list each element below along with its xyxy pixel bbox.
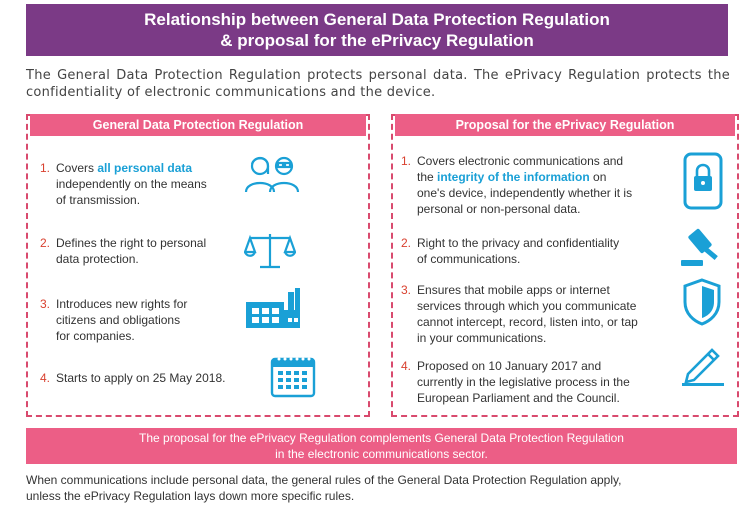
item-text: on — [589, 170, 607, 184]
closing-line-2: unless the ePrivacy Regulation lays down more specific rules. — [26, 489, 355, 503]
gdpr-item-4 — [40, 370, 280, 386]
header-title-line-1: Relationship between General Data Protection Regulation — [144, 10, 610, 29]
item-number: 4. — [40, 371, 51, 385]
item-text: Covers electronic communications and — [417, 154, 624, 168]
gavel-icon — [679, 228, 727, 272]
tablet-lock-icon — [683, 152, 723, 214]
item-number: 1. — [40, 161, 51, 175]
item-text: Proposed on 10 January 2017 and — [417, 359, 602, 373]
item-text: Ensures that mobile apps or internet — [417, 283, 610, 297]
item-number: 1. — [401, 154, 412, 168]
item-text: Starts to apply on 25 May 2018. — [56, 371, 226, 385]
eprivacy-item-2 — [401, 235, 671, 267]
item-number: 3. — [40, 297, 51, 311]
gdpr-item-3 — [40, 296, 240, 344]
item-text: of transmission. — [56, 193, 141, 207]
eprivacy-panel-title: Proposal for the ePrivacy Regulation — [395, 114, 735, 136]
item-number: 2. — [40, 236, 51, 250]
header-banner — [26, 4, 728, 56]
factory-icon — [244, 286, 304, 334]
item-text: one's device, independently whether it is — [417, 186, 633, 200]
item-number: 2. — [401, 236, 412, 250]
item-text: in your communications. — [417, 331, 547, 345]
item-text: for companies. — [56, 329, 135, 343]
closing-line-1: When communications include personal data, the general rules of the General Data Protection Regulation apply, — [26, 473, 622, 487]
item-text: personal or non-personal data. — [417, 202, 581, 216]
gdpr-item-1 — [40, 160, 240, 208]
item-number: 3. — [401, 283, 412, 297]
item-text: Defines the right to personal — [56, 236, 207, 250]
eprivacy-item-4 — [401, 358, 671, 406]
complement-line-1: The proposal for the ePrivacy Regulation complements General Data Protection Regulation — [139, 431, 624, 445]
highlight-text: all personal data — [97, 161, 193, 175]
complement-line-2: in the electronic communications sector. — [275, 447, 488, 461]
item-text: of communications. — [417, 252, 521, 266]
closing-text — [26, 472, 734, 504]
pen-icon — [680, 344, 726, 390]
complement-banner — [26, 428, 737, 464]
intro-text: The General Data Protection Regulation protects personal data. The ePrivacy Regulation protects the confidentiality of electronic communications and the device. — [26, 68, 730, 100]
item-number: 4. — [401, 359, 412, 373]
eprivacy-item-1 — [401, 153, 671, 217]
header-title-line-2: & proposal for the ePrivacy Regulation — [220, 31, 534, 50]
scales-icon — [244, 230, 296, 274]
gdpr-item-2 — [40, 235, 240, 267]
people-icon — [242, 154, 302, 198]
highlight-text: integrity of the information — [437, 170, 590, 184]
item-text: Covers — [56, 161, 98, 175]
item-text: Introduces new rights for — [56, 297, 188, 311]
item-text: cannot intercept, record, listen into, or tap — [417, 315, 638, 329]
eprivacy-item-3 — [401, 282, 671, 346]
item-text: Right to the privacy and confidentiality — [417, 236, 620, 250]
item-text: the — [417, 170, 438, 184]
item-text: European Parliament and the Council. — [417, 391, 620, 405]
gdpr-panel-title: General Data Protection Regulation — [30, 114, 366, 136]
item-text: services through which you communicate — [417, 299, 637, 313]
item-text: citizens and obligations — [56, 313, 181, 327]
calendar-icon — [270, 354, 316, 402]
item-text: independently on the means — [56, 177, 207, 191]
shield-icon — [682, 278, 722, 330]
item-text: currently in the legislative process in the — [417, 375, 630, 389]
item-text: data protection. — [56, 252, 139, 266]
